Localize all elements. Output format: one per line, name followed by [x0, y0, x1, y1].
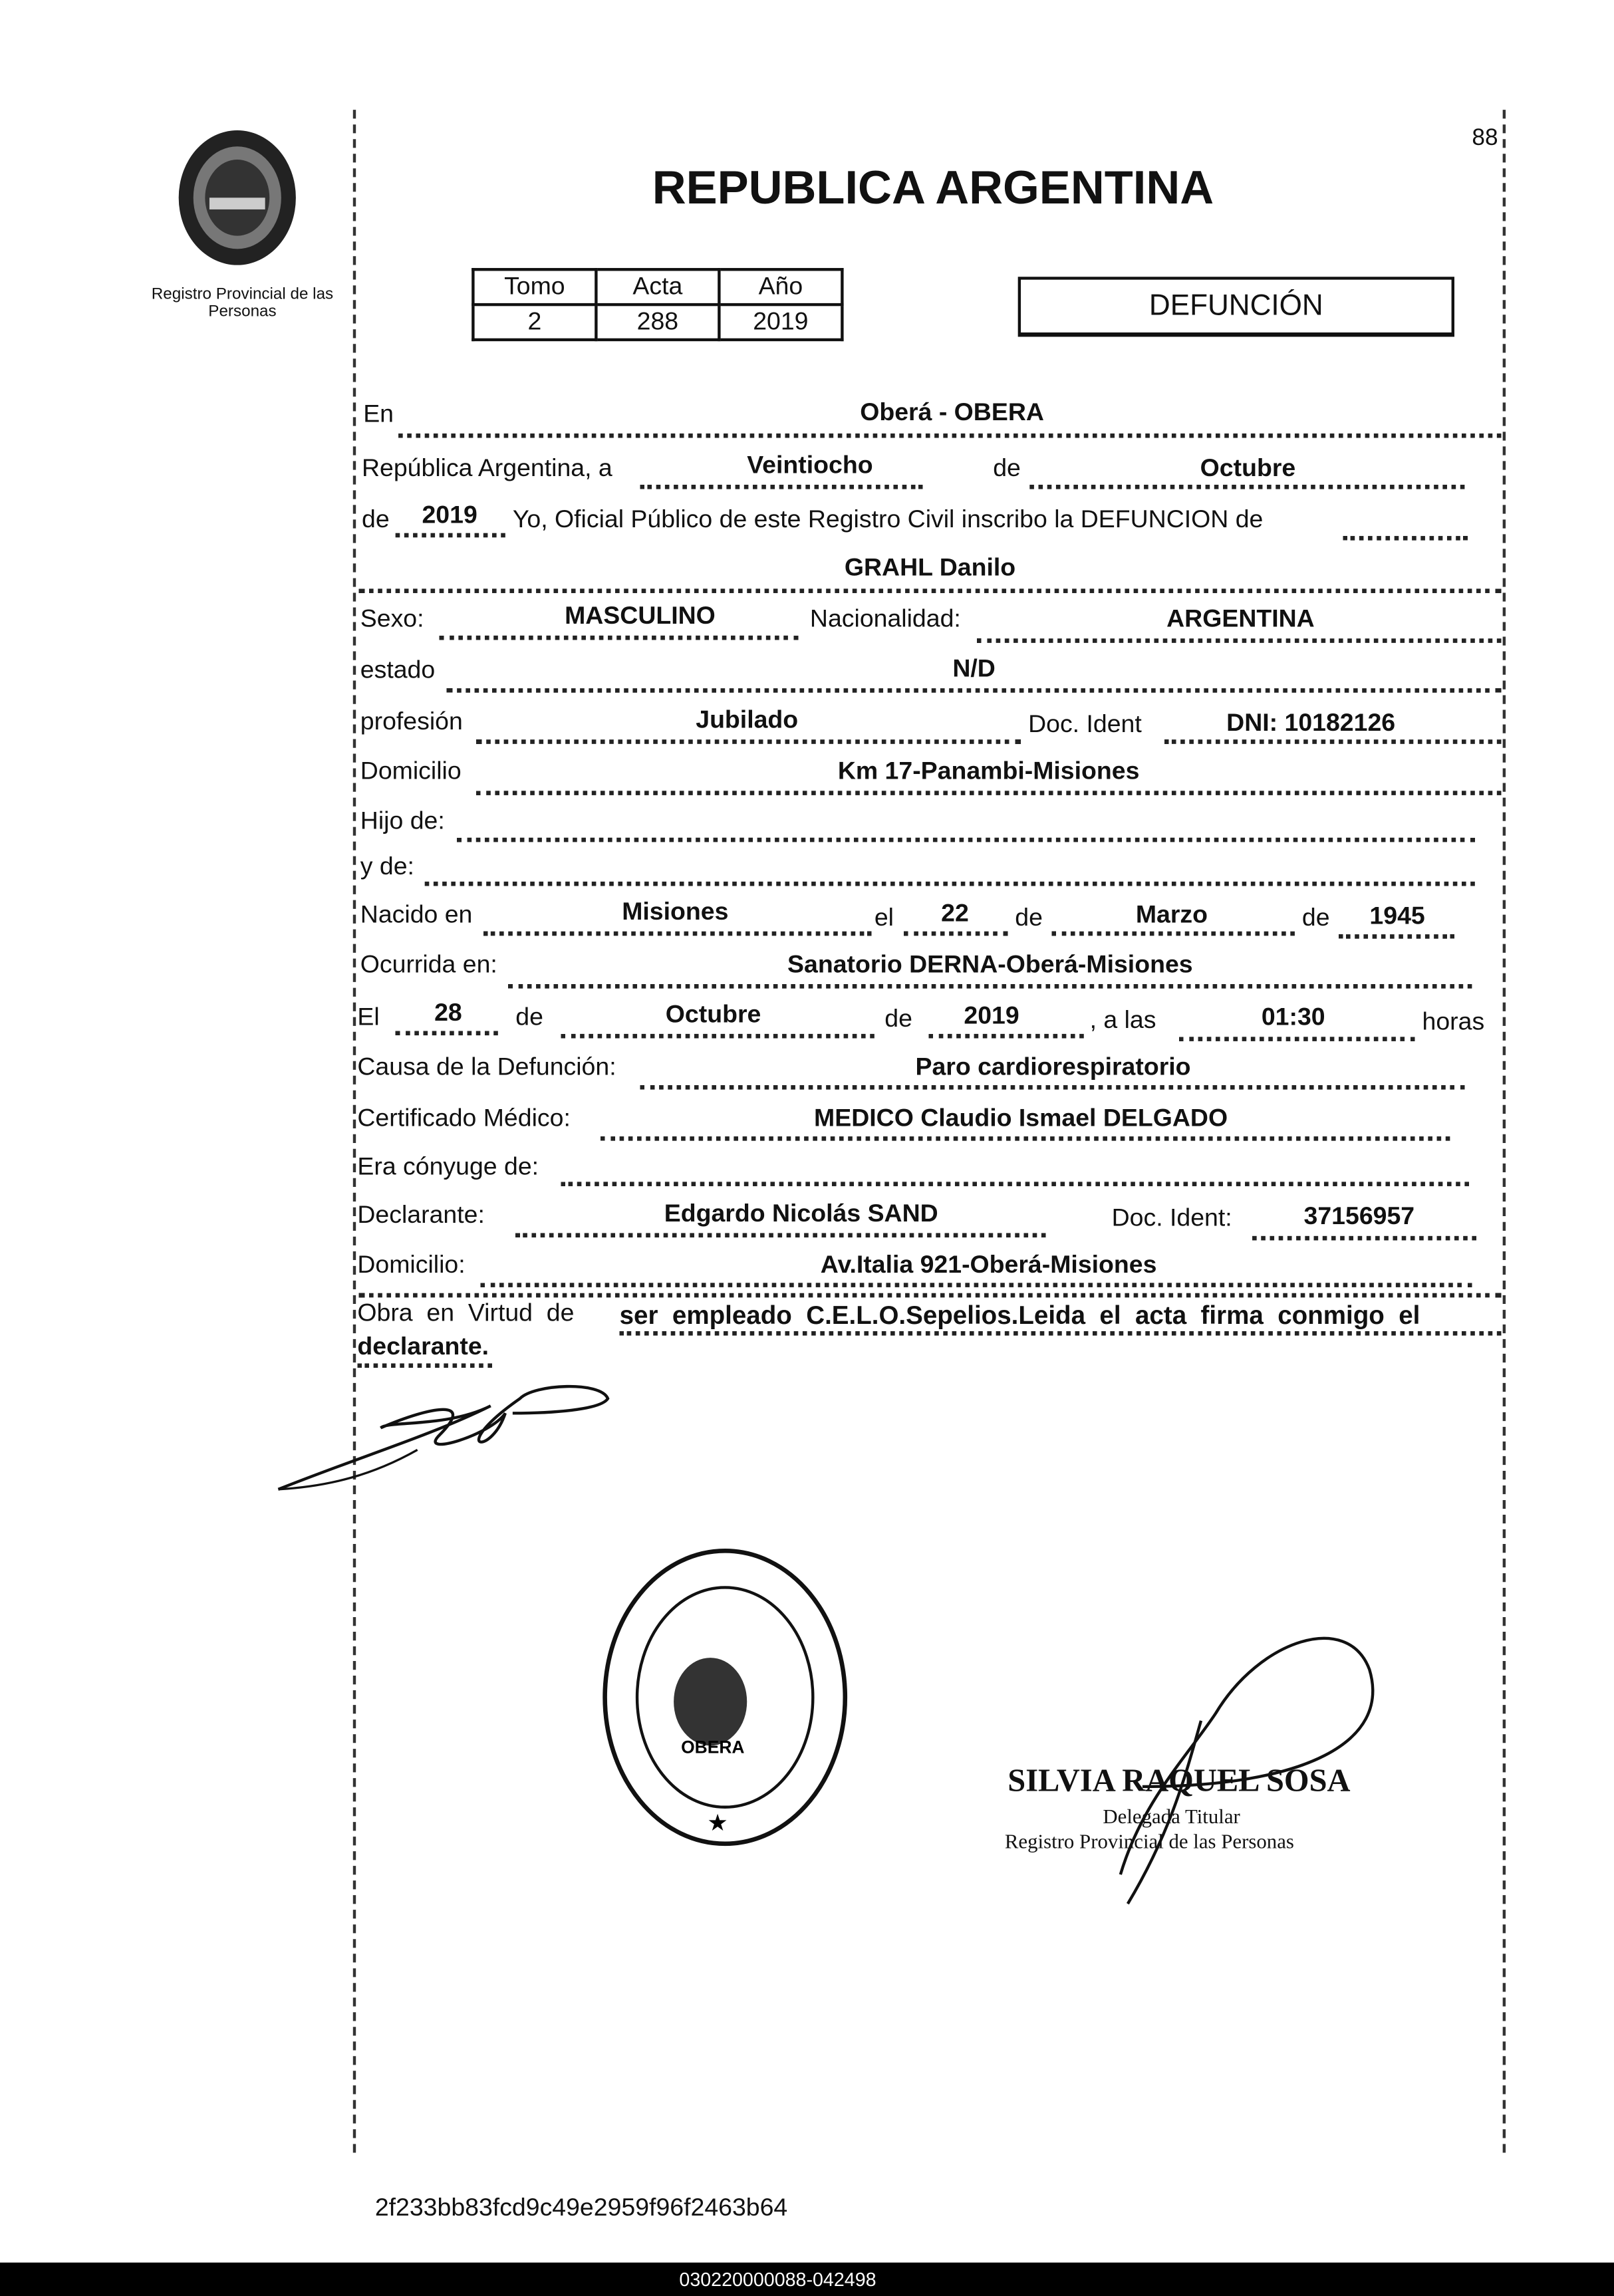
value-mes: Octubre [1200, 453, 1296, 482]
header-tomo: Tomo [473, 269, 596, 305]
header-anio: Año [719, 269, 842, 305]
header-acta: Acta [596, 269, 719, 305]
label-decl-doc: Doc. Ident: [1111, 1204, 1232, 1232]
value-sexo: MASCULINO [565, 602, 716, 630]
page-title: REPUBLICA ARGENTINA [652, 161, 1214, 214]
label-obra: Obra en Virtud de [357, 1299, 575, 1327]
right-margin-line [1503, 110, 1506, 2152]
value-obra-cont: declarante. [357, 1333, 489, 1361]
label-de-4: de [1301, 903, 1330, 932]
official-signature [1011, 1582, 1392, 1919]
value-domicilio: Km 17-Panambi-Misiones [837, 757, 1140, 785]
value-estado: N/D [952, 654, 996, 683]
official-org: Registro Provincial de las Personas [1004, 1832, 1294, 1854]
value-nac-mes: Marzo [1135, 900, 1208, 929]
label-de-2: de [361, 505, 390, 533]
logo-caption: Registro Provincial de las Personas [151, 285, 334, 321]
value-decl-doc: 37156957 [1303, 1202, 1415, 1231]
declarant-signature [271, 1369, 622, 1501]
label-republica: República Argentina, a [361, 453, 612, 482]
value-ocurrida: Sanatorio DERNA-Oberá-Misiones [787, 950, 1193, 979]
record-type-box: DEFUNCIÓN [1018, 277, 1454, 336]
label-ocurrida: Ocurrida en: [360, 950, 497, 979]
value-nac-anio: 1945 [1369, 902, 1425, 930]
label-profesion: profesión [360, 707, 463, 735]
value-nacionalidad: ARGENTINA [1166, 604, 1315, 633]
label-sexo: Sexo: [360, 604, 424, 633]
official-name: SILVIA RAQUEL SOSA [1008, 1761, 1351, 1799]
label-a-las: , a las [1089, 1006, 1156, 1034]
footer-bar [0, 2263, 1614, 2296]
label-causa: Causa de la Defunción: [357, 1053, 616, 1081]
label-certificado: Certificado Médico: [357, 1104, 571, 1132]
misiones-coat-of-arms-logo [168, 124, 307, 271]
value-declarante: Edgardo Nicolás SAND [664, 1199, 938, 1227]
value-profesion: Jubilado [696, 705, 799, 734]
label-en: En [363, 400, 394, 428]
value-dia: Veintiocho [747, 451, 873, 479]
value-decl-domicilio: Av.Italia 921-Oberá-Misiones [820, 1250, 1157, 1279]
label-el: el [874, 903, 894, 932]
official-role: Delegada Titular [1103, 1807, 1240, 1829]
label-hijo-de: Hijo de: [360, 807, 445, 835]
value-anio: 2019 [719, 305, 842, 340]
footer-code: 030220000088-042498 [679, 2268, 876, 2291]
label-doc: Doc. Ident [1028, 710, 1142, 739]
page-number: 88 [1472, 126, 1498, 151]
value-certificado: MEDICO Claudio Ismael DELGADO [814, 1104, 1228, 1132]
left-margin-line [353, 110, 356, 2152]
value-obra: ser empleado C.E.L.O.Sepelios.Leida el acta firma conmigo el [619, 1300, 1420, 1330]
svg-text:OBERA: OBERA [681, 1737, 745, 1757]
oficial-seal-stamp [593, 1541, 857, 1856]
label-declarante: Declarante: [357, 1200, 485, 1229]
svg-text:★: ★ [707, 1810, 728, 1836]
value-def-mes: Octubre [665, 1000, 761, 1029]
value-en: Oberá - OBERA [860, 398, 1044, 426]
value-acta: 288 [596, 305, 719, 340]
inscribo-text: Yo, Oficial Público de este Registro Civil inscribo la DEFUNCION de [512, 505, 1264, 533]
label-estado: estado [360, 656, 436, 684]
value-doc: DNI: 10182126 [1226, 708, 1396, 737]
label-nacionalidad: Nacionalidad: [809, 604, 961, 633]
label-de-5: de [515, 1003, 543, 1031]
value-tomo: 2 [473, 305, 596, 340]
label-y-de: y de: [360, 852, 414, 880]
label-el-cap: El [357, 1003, 380, 1031]
label-de: de [993, 453, 1021, 482]
value-def-dia: 28 [434, 999, 462, 1027]
value-hora: 01:30 [1261, 1003, 1325, 1031]
value-nombre: GRAHL Danilo [844, 553, 1016, 582]
value-nac-dia: 22 [941, 899, 969, 928]
value-def-anio: 2019 [964, 1001, 1019, 1030]
label-decl-domicilio: Domicilio: [357, 1250, 466, 1279]
record-table [471, 268, 843, 341]
label-de-6: de [884, 1004, 912, 1033]
document-hash: 2f233bb83fcd9c49e2959f96f2463b64 [374, 2194, 788, 2222]
label-nacido: Nacido en [360, 900, 473, 929]
label-conyuge: Era cónyuge de: [357, 1152, 539, 1181]
value-causa: Paro cardiorespiratorio [915, 1053, 1191, 1081]
label-domicilio: Domicilio [360, 757, 462, 785]
label-horas: horas [1422, 1007, 1485, 1036]
value-nacido-lugar: Misiones [622, 898, 729, 926]
value-anio: 2019 [422, 501, 477, 529]
label-de-3: de [1015, 903, 1043, 932]
